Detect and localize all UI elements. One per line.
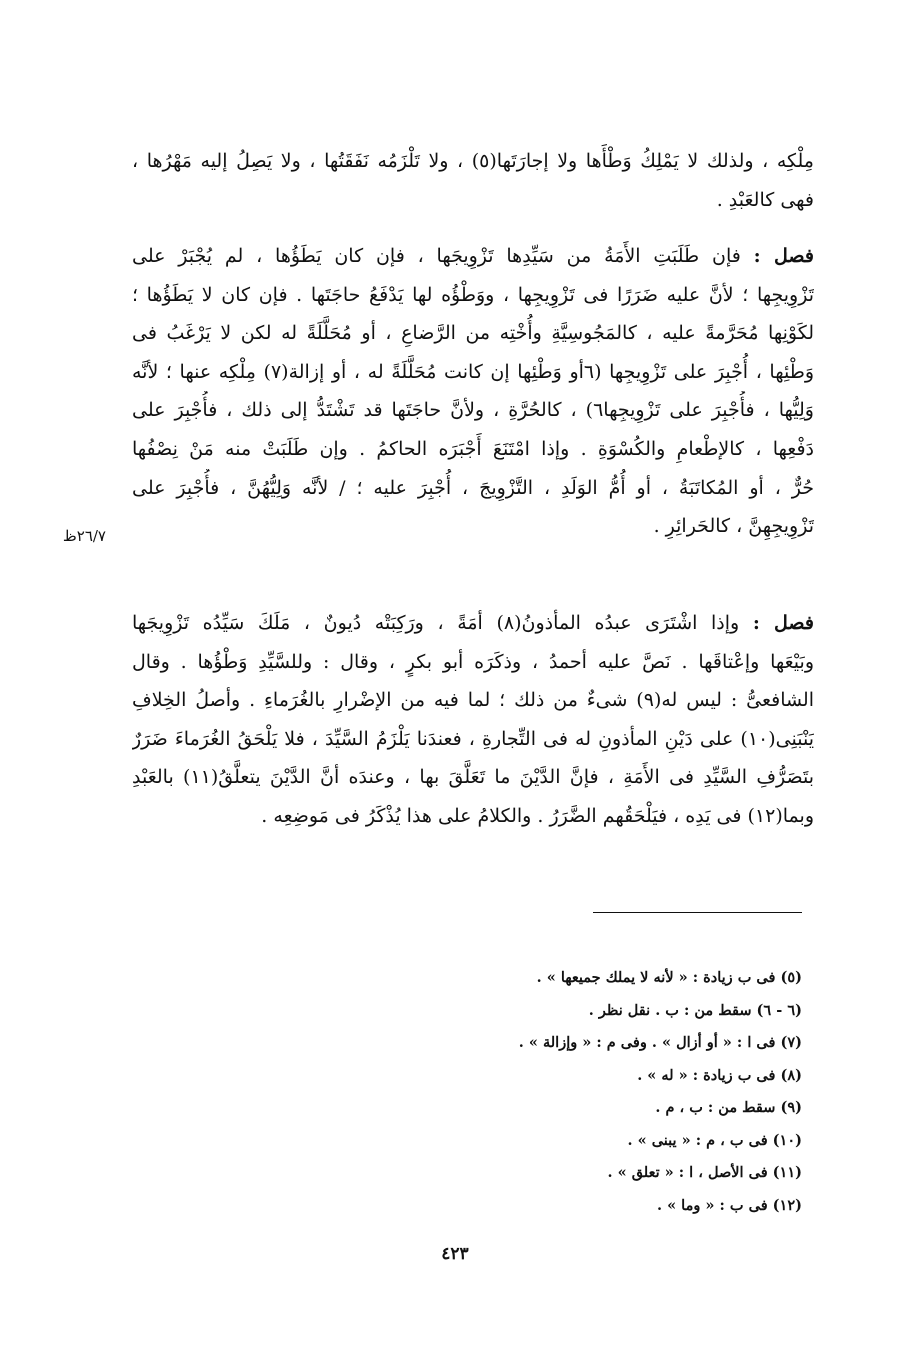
footnote: (٨) فى ب زيادة : « له » . xyxy=(637,1066,802,1084)
text-line: بتَصَرُّفِ السَّيِّدِ فى الأَمَةِ ، فإنَّ الدَّيْنَ ما تَعَلَّقَ بها ، وعندَه أنَّ الدَّيْنَ يتعلَّقُ(١١) بالعَبْدِ xyxy=(132,766,814,789)
text-line: لكَوْنِها مُحَرَّمةً عليه ، كالمَجُوسِيَّةِ وأُخْتِه من الرَّضاعِ ، أو مُحَلَّلَةً له لكن لا يَرْغَبُ فى xyxy=(132,322,814,345)
footnotes xyxy=(300,962,802,1222)
text-line: وَطْئِها ، أُجْبِرَ على تَزْوِيجِها (٦أو وَطْئِها إن كانت مُحَلَّلَةً له ، أو إزالة(٧) مِلْكِه عنها ؛ لأنَّه xyxy=(132,360,814,383)
section-keyword: فصل : xyxy=(753,245,814,267)
footnote: (٧) فى ا : « أو أزال » . وفى م : « وإزالة » . xyxy=(518,1034,802,1051)
text-line xyxy=(132,237,814,276)
text-line: مِلْكِه ، ولذلك لا يَمْلِكُ وَطْأَها ولا إجارَتَها(٥) ، ولا تَلْزَمُه نَفَقَتُها ، ولا يَصِلُ إليه مَهْرُها ، xyxy=(132,150,814,172)
margin-folio-reference: ٢٦/٧ظ xyxy=(62,527,106,545)
text-line: الشافعىُّ : ليس له(٩) شىءٌ من ذلك ؛ لما فيه من الإضْرارِ بالغُرَماءِ . وأصلُ الخِلافِ xyxy=(132,689,814,712)
text-line-content: وإذا اشْتَرَى عبدُه المأذونُ(٨) أمَةً ، ورَكِبَتْه دُيونٌ ، مَلَكَ سَيِّدُه تَزْوِيجَها xyxy=(132,612,740,634)
footnote: (١١) فى الأصل ، ا : « تعلق » . xyxy=(607,1164,802,1181)
text-line xyxy=(132,604,814,643)
footnote: (٦ - ٦) سقط من : ب . نقل نظر . xyxy=(588,1001,802,1019)
paragraph-fasl-marriage xyxy=(132,237,814,546)
paragraph-continuation xyxy=(132,142,814,219)
section-keyword: فصل : xyxy=(752,612,814,634)
text-line: تَزْوِيجِهِنَّ ، كالحَرائِرِ . xyxy=(653,515,814,538)
text-line: تَزْوِيجِها ؛ لأنَّ عليه ضَرَرًا فى تَزْوِيجِها ، ووَطْؤُه لها يَدْفَعُ حاجَتَها . فإن كان لا يَطَؤُها ؛ xyxy=(132,283,814,306)
text-line: فهى كالعَبْدِ . xyxy=(716,188,814,211)
footnote-divider xyxy=(593,912,802,913)
text-line: دَفْعِها ، كالإطْعامِ والكُسْوَةِ . وإذا امْتَنَعَ أَجْبَرَه الحاكمُ . وإن طَلَبَتْ منه مَنْ نِصْفُها xyxy=(132,437,814,460)
text-line: وبما(١٢) فى يَدِه ، فيَلْحَقُهم الضَّرَرُ . والكلامُ على هذا يُذْكَرُ فى مَوضِعِه . xyxy=(261,804,814,827)
page-number: ٤٢٣ xyxy=(441,1244,469,1264)
footnote: (١٢) فى ب : « وما » . xyxy=(656,1196,802,1214)
paragraph-fasl-debt xyxy=(132,604,814,836)
text-line-content: فإن طَلَبَتِ الأَمَةُ من سَيِّدِها تَزْوِيجَها ، فإن كان يَطَؤُها ، لم يُجْبَرْ على xyxy=(132,245,741,267)
text-line: حُرٌّ ، أو المُكاتَبَةُ ، أو أُمُّ الوَلَدِ ، التَّزْوِيجَ ، أُجْبِرَ عليه ؛ / لأنَّه وَلِيُّهُنَّ ، فأُجْبِرَ على xyxy=(132,476,814,499)
footnote: (٥) فى ب زيادة : « لأنه لا يملك جميعها » . xyxy=(536,969,802,986)
text-line: يَنْبَنِى(١٠) على دَيْنِ المأذونِ له فى التِّجارةِ ، فعندَنا يَلْزَمُ السَّيِّدَ ، فلا يَلْحَقُ الغُرَماءَ ضَرَرٌ xyxy=(132,727,814,750)
text-line: وَلِيُّها ، فأُجْبِرَ على تَزْوِيجِها٦) ، كالحُرَّةِ ، ولأنَّ حاجَتَها قد تَشْتَدُّ إلى ذلك ، فأُجْبِرَ على xyxy=(132,399,814,422)
text-line: وبَيْعَها وإعْتاقَها . نَصَّ عليه أحمدُ ، وذكَرَه أبو بكرٍ ، وقال : وللسَّيِّدِ وَطْؤُها . وقال xyxy=(132,650,814,673)
footnote: (٩) سقط من : ب ، م . xyxy=(655,1099,802,1116)
footnote: (١٠) فى ب ، م : « يبنى » . xyxy=(627,1131,802,1149)
